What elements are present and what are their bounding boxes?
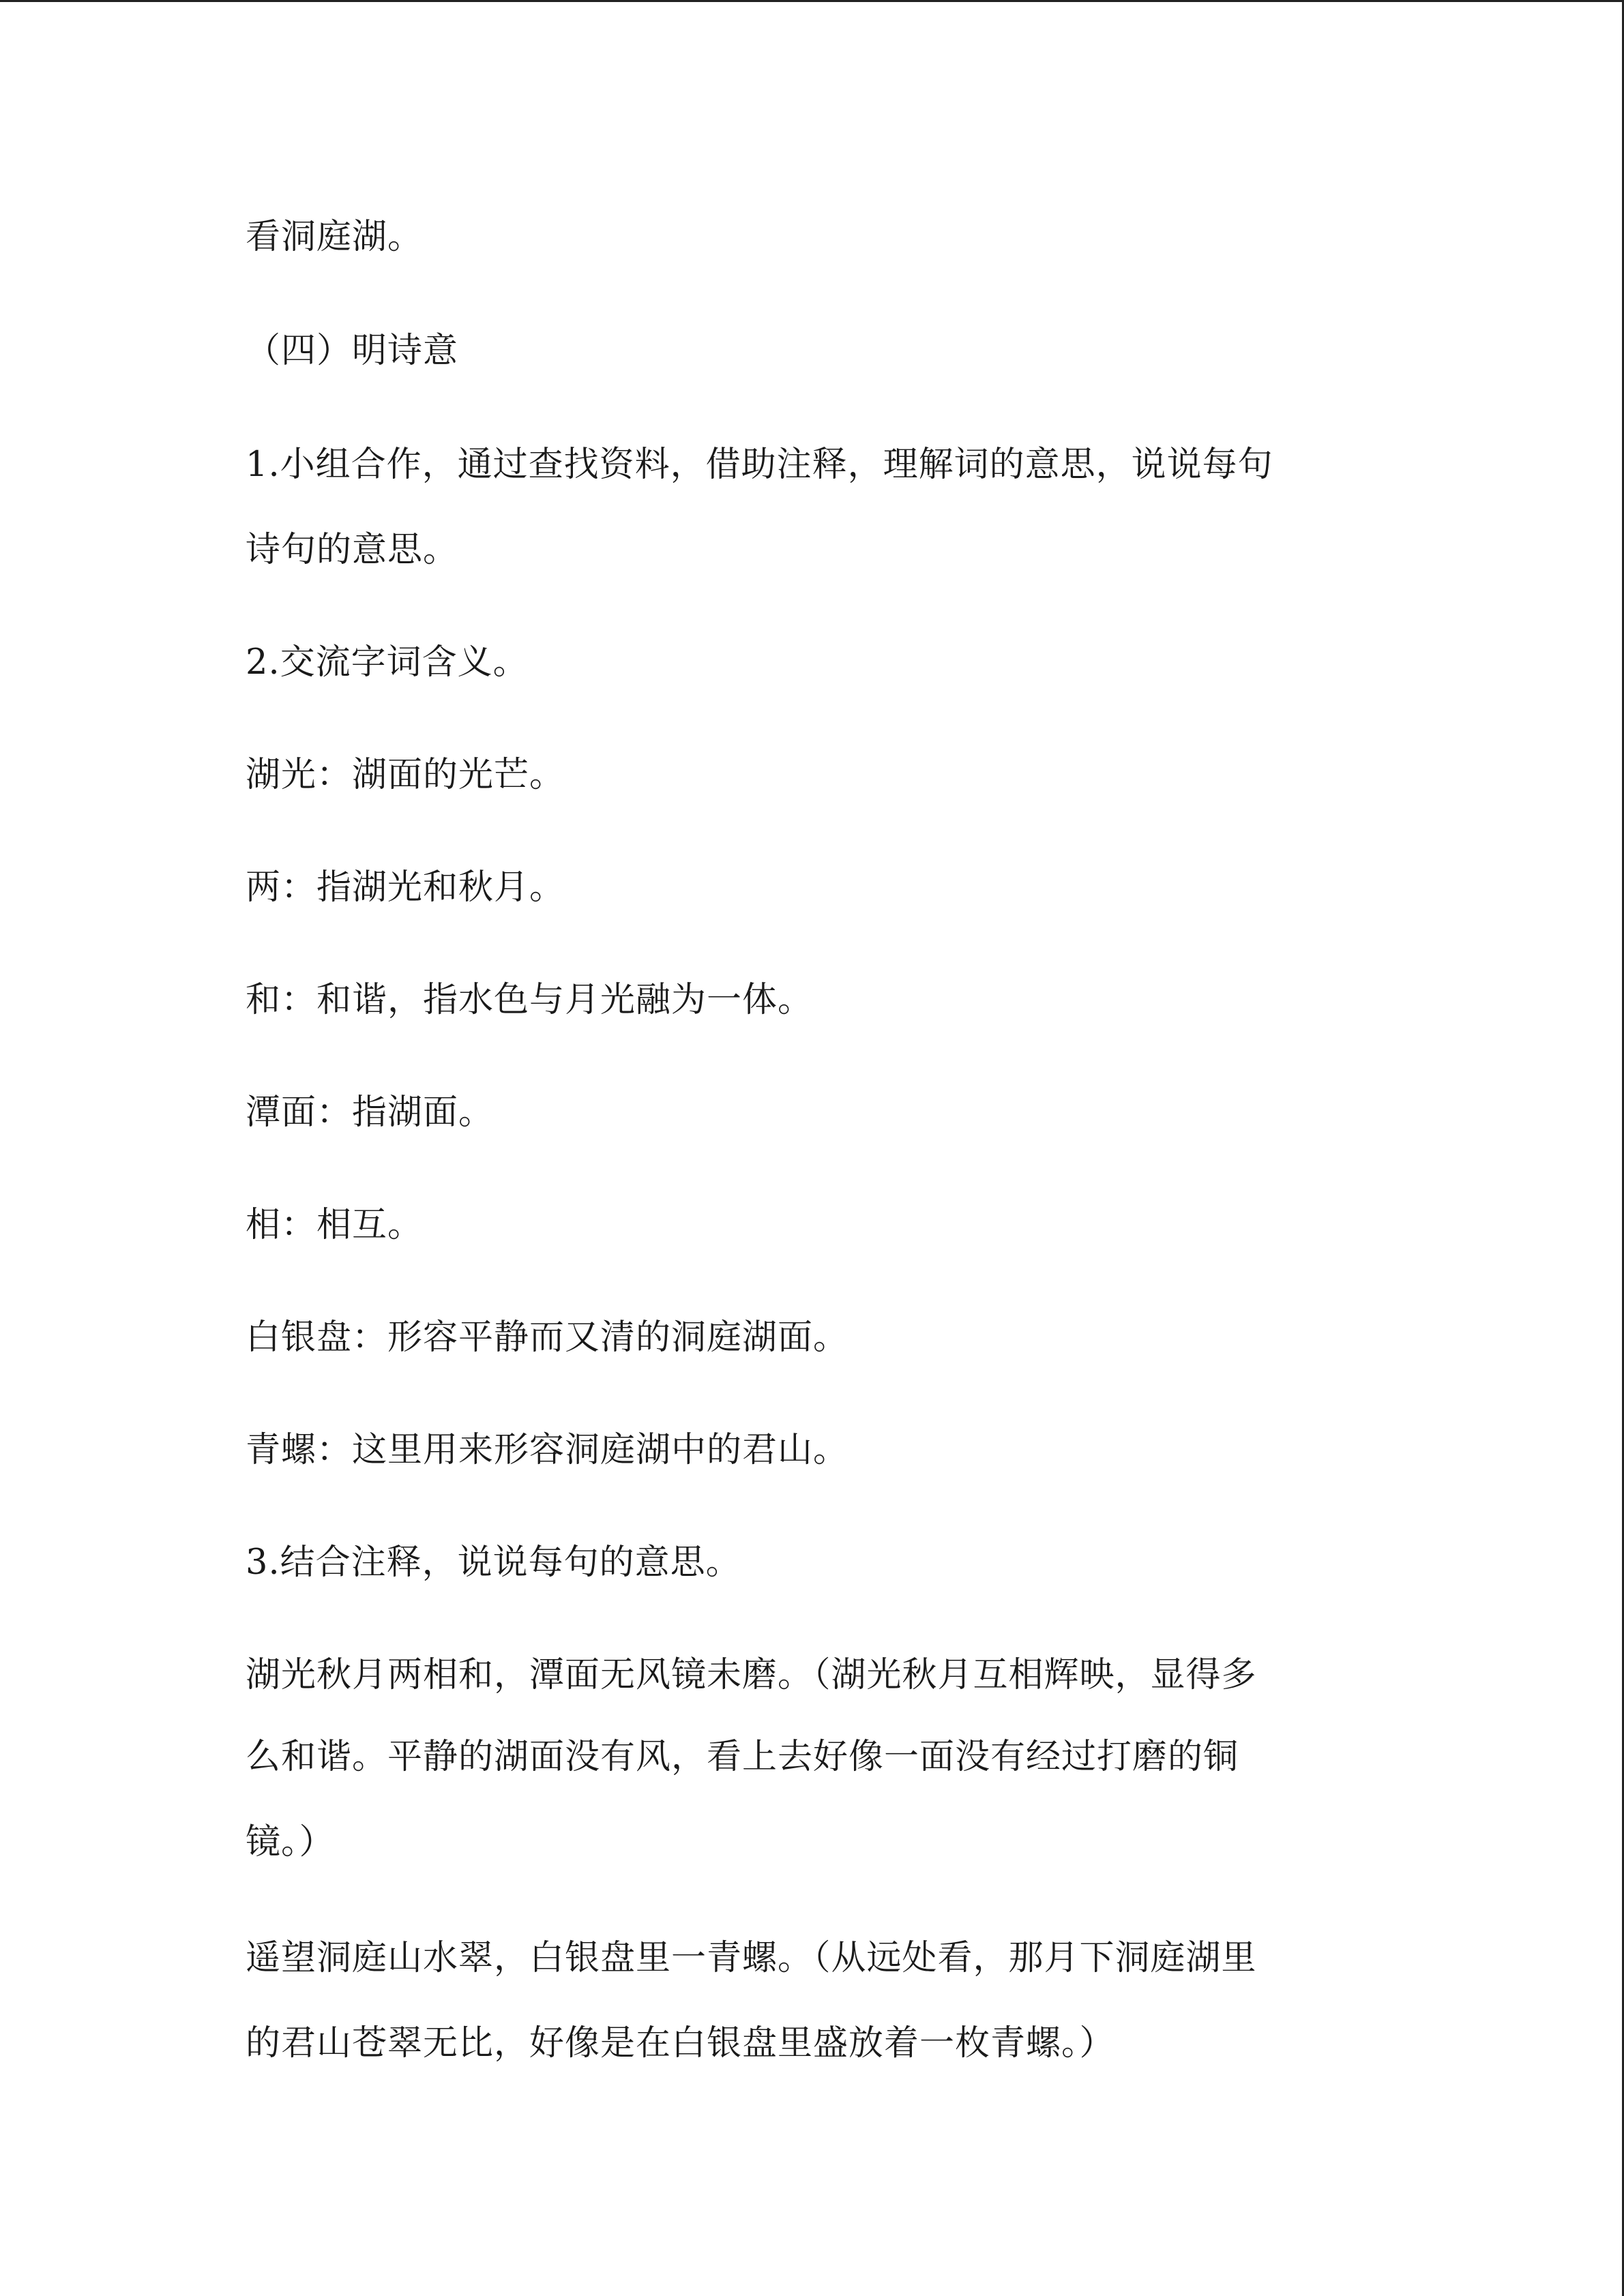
definition-line: 相：相互。 (246, 1205, 424, 1245)
definition-line: 和：和谐，指水色与月光融为一体。 (246, 980, 814, 1020)
definition-line: 潭面：指湖面。 (246, 1092, 494, 1133)
text-line: 1.小组合作，通过查找资料，借助注释，理解词的意思，说说每句 (246, 445, 1273, 485)
text-line: 诗句的意思。 (246, 530, 459, 570)
poem-line: 的君山苍翠无比，好像是在白银盘里盛放着一枚青螺。） (246, 2023, 1115, 2063)
page-top-border (0, 0, 1624, 2)
section-heading: （四）明诗意 (246, 331, 459, 371)
text-line: 2.交流字词含义。 (246, 642, 529, 683)
definition-line: 湖光：湖面的光芒。 (246, 755, 565, 795)
poem-line: 镜。） (246, 1822, 335, 1862)
definition-line: 白银盘：形容平静而又清的洞庭湖面。 (246, 1317, 849, 1358)
text-line: 3.结合注释，说说每句的意思。 (246, 1542, 741, 1583)
text-line: 看洞庭湖。 (246, 217, 424, 257)
poem-line: 么和谐。平静的湖面没有风，看上去好像一面没有经过打磨的铜 (246, 1737, 1239, 1777)
definition-line: 青螺：这里用来形容洞庭湖中的君山。 (246, 1430, 849, 1470)
poem-line: 遥望洞庭山水翠，白银盘里一青螺。（从远处看，那月下洞庭湖里 (246, 1938, 1257, 1978)
definition-line: 两：指湖光和秋月。 (246, 867, 565, 908)
poem-line: 湖光秋月两相和，潭面无风镜未磨。（湖光秋月互相辉映，显得多 (246, 1655, 1257, 1695)
